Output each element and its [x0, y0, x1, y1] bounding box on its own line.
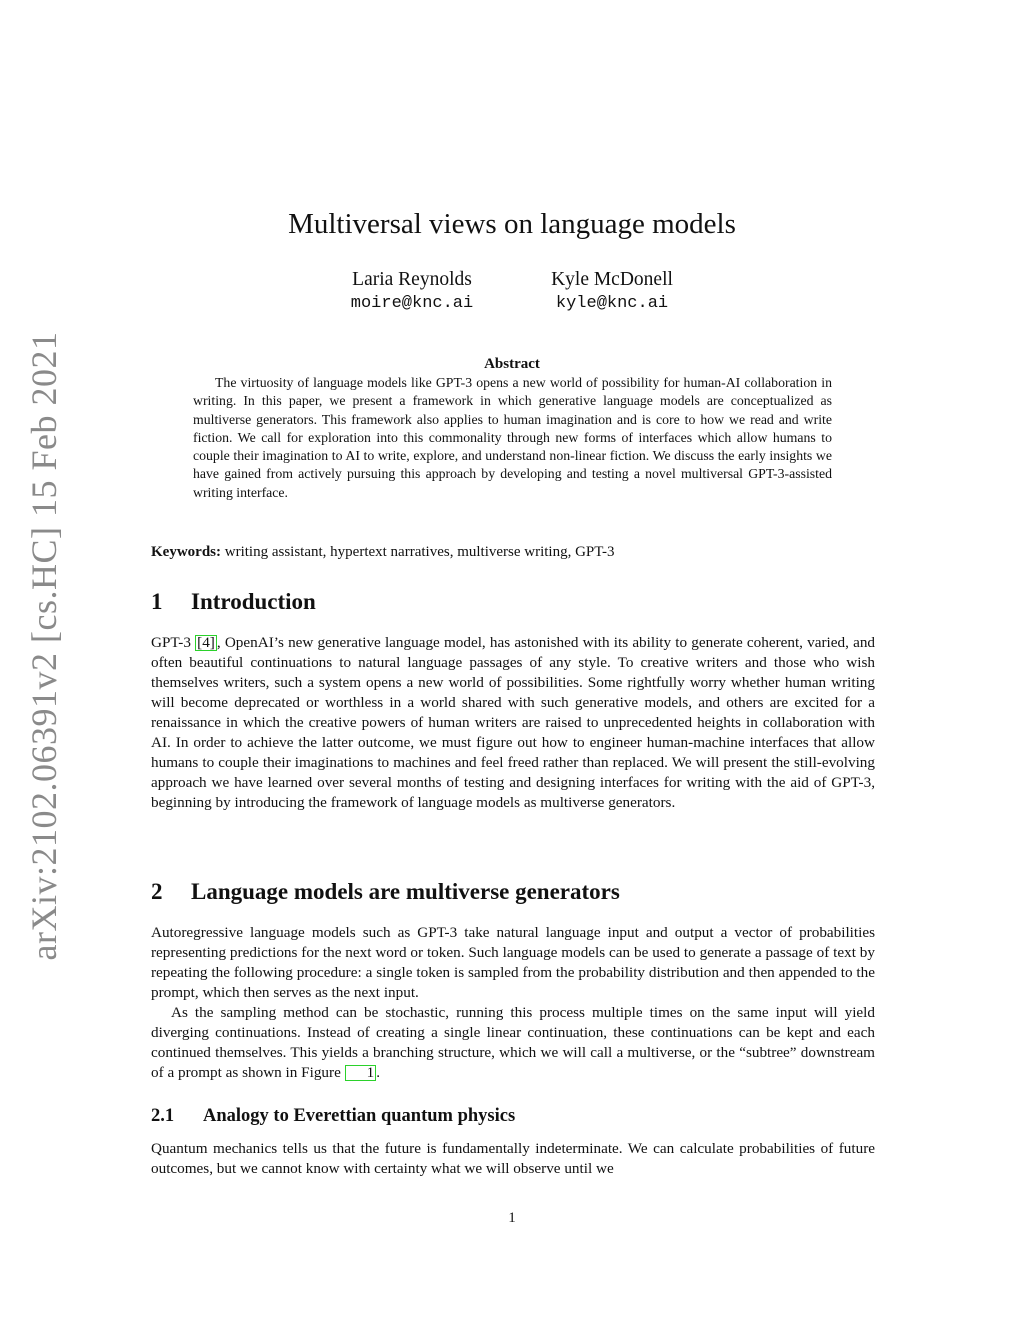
figure-link[interactable]: 1 [345, 1065, 377, 1081]
introduction-paragraph [151, 633, 875, 813]
citation-link[interactable]: [4] [197, 634, 215, 651]
section-number: 1 [151, 589, 163, 614]
subsection-heading-everettian [151, 1106, 515, 1127]
author-email[interactable]: moire@knc.ai [350, 294, 474, 313]
citation-number: 4 [202, 634, 210, 651]
section2-paragraph-2 [151, 1003, 875, 1083]
abstract-heading: Abstract [484, 356, 540, 372]
section-title: Language models are multiverse generators [191, 879, 620, 904]
paragraph-text: . [376, 1064, 381, 1081]
author-name: Kyle McDonell [551, 269, 673, 290]
paragraph-text: As the sampling method can be stochastic, running this process multiple times on the same input will yield diverging continuations. Instead of creating a single linear continuation, these continuations can be kept and each continued themselves. This yields a branching structure, which we will call a multiverse, or the “subtree” downstream of a prompt as shown in Figure [151, 1004, 875, 1081]
paper-title: Multiversal views on language models [288, 208, 736, 240]
page-number: 1 [508, 1210, 516, 1226]
section2-paragraph-1: Autoregressive language models such as GPT-3 take natural language input and output a vector of probabilities representing predictions for the next word or token. Such language models can be used to generate a passage of text by repeating the following procedure: a single token is sampled from the probability distribution and then appended to the prompt, which then serves as the next input. [151, 924, 875, 1001]
keywords-text: writing assistant, hypertext narratives, multiverse writing, GPT-3 [224, 544, 615, 560]
keywords-line [151, 542, 875, 562]
subsection-paragraph: Quantum mechanics tells us that the future is fundamentally indeterminate. We can calculate probabilities of future outcomes, but we cannot know with certainty what we will observe until we [151, 1140, 875, 1177]
subsection-number: 2.1 [151, 1106, 175, 1126]
paragraph-text: GPT-3 [151, 634, 191, 651]
paragraph-text: , OpenAI’s new generative language model, has astonished with its ability to generate coherent, varied, and often beautiful continuations to natural language passages of any style. To creative writers and those who wish themselves writers, such a system opens a new world of possibilities. Some rightfully worry whether human writing will become deprecated or worthless in a world shared with such generative models, and others are excited for a renaissance in which the creative powers of human writers are raised to unprecedented heights in collaboration with AI. In order to achieve the latter outcome, we must figure out how to engineer human-machine interfaces that allow humans to couple their imaginations to machines and feel freed rather than replaced. We will present the still-evolving approach we have learned over several months of testing and designing interfaces for writing with the aid of GPT-3, beginning by introducing the framework of language models as multiverse generators. [151, 634, 876, 811]
author-name: Laria Reynolds [352, 269, 472, 290]
author-email[interactable]: kyle@knc.ai [555, 294, 669, 313]
section-number: 2 [151, 879, 163, 904]
arxiv-identifier-stamp: arXiv:2102.06391v2 [cs.HC] 15 Feb 2021 [24, 331, 64, 961]
author-block-2 [492, 268, 732, 316]
section-heading-multiverse-generators [151, 879, 620, 905]
abstract-text: The virtuosity of language models like GPT-3 opens a new world of possibility for human-AI collaboration in writing. In this paper, we present a framework in which generative language models are conceptualized as multiverse generators. This framework also applies to human imagination and is core to how we read and write fiction. We call for exploration into this commonality through new forms of interfaces which allow humans to couple their imagination to AI to write, explore, and understand non-linear fiction. We discuss the early insights we have gained from actively pursuing this approach by developing and testing a novel multiversal GPT-3-assisted writing interface. [193, 375, 832, 500]
keywords-label: Keywords: [151, 544, 221, 560]
section-title: Introduction [191, 589, 316, 614]
subsection-title: Analogy to Everettian quantum physics [203, 1106, 516, 1126]
section-heading-introduction [151, 589, 316, 615]
